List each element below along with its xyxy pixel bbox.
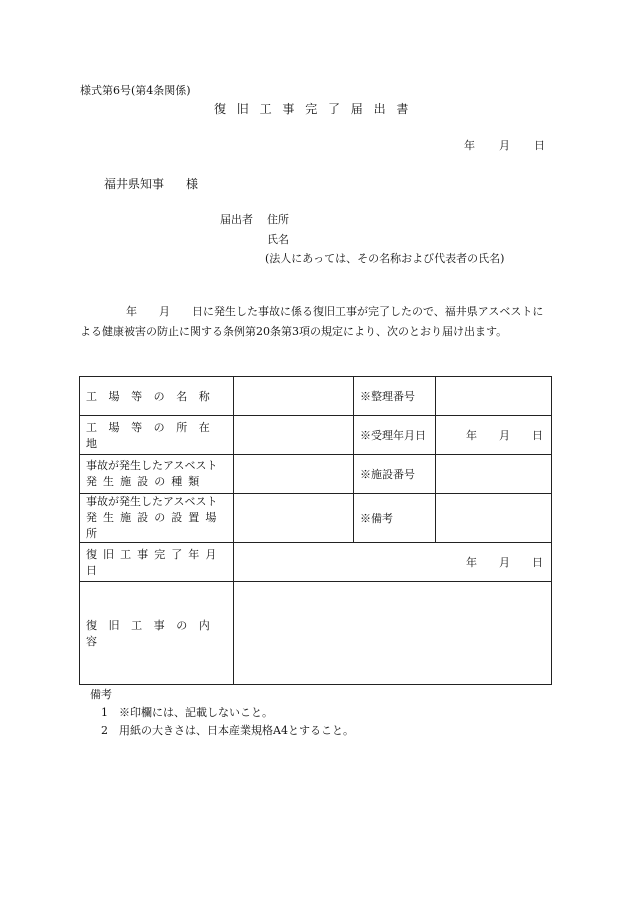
receipt-date-field[interactable]: 年 月 日 (436, 416, 552, 455)
addressee (104, 175, 198, 192)
reference-number-field[interactable] (436, 377, 552, 416)
notification-table (79, 376, 552, 685)
table-row (80, 494, 552, 543)
table-row (80, 582, 552, 685)
factory-name-label: 工場等の名称 (80, 377, 234, 416)
remarks-field[interactable] (436, 494, 552, 543)
completion-date-label: 復旧工事完了年月日 (80, 543, 234, 582)
notes-title: 備考 (90, 688, 112, 701)
work-content-field[interactable] (234, 582, 552, 685)
facility-type-label: 事故が発生したアスベスト 発生施設の種類 (80, 455, 234, 494)
note-item: 2 用紙の大きさは、日本産業規格A4とすること。 (101, 724, 354, 737)
reference-number-label: ※整理番号 (354, 377, 436, 416)
addressee-name: 福井県知事 (104, 177, 165, 191)
facility-location-label: 事故が発生したアスベスト 発生施設の設置場所 (80, 494, 234, 543)
table-row (80, 416, 552, 455)
date-month: 月 (499, 139, 510, 152)
remarks-label: ※備考 (354, 494, 436, 543)
table-row (80, 543, 552, 582)
statement-month: 月 (159, 305, 170, 318)
facility-type-field[interactable] (234, 455, 354, 494)
note-item: 1 ※印欄には、記載しないこと。 (101, 706, 273, 719)
facility-location-field[interactable] (234, 494, 354, 543)
date-day: 日 (534, 139, 545, 152)
factory-name-field[interactable] (234, 377, 354, 416)
table-row (80, 455, 552, 494)
filer-label: 届出者 (220, 213, 253, 226)
factory-location-label: 工場等の所在地 (80, 416, 234, 455)
page-title: 復旧工事完了届出書 (214, 102, 420, 116)
factory-location-field[interactable] (234, 416, 354, 455)
filer-note: (法人にあっては、その名称および代表者の氏名) (265, 252, 505, 265)
receipt-date-label: ※受理年月日 (354, 416, 436, 455)
submission-date (464, 137, 545, 153)
facility-number-label: ※施設番号 (354, 455, 436, 494)
facility-number-field[interactable] (436, 455, 552, 494)
form-id: 様式第6号(第4条関係) (80, 84, 191, 97)
statement-paragraph (80, 302, 550, 342)
completion-date-field[interactable]: 年 月 日 (234, 543, 552, 582)
date-year: 年 (464, 139, 475, 152)
filer-name-label: 氏名 (267, 233, 289, 246)
statement-year: 年 (126, 305, 137, 318)
table-row (80, 377, 552, 416)
filer-address-label: 住所 (267, 213, 289, 226)
statement-text: 日に発生した事故に係る復旧工事が完了したので、福井県アスベストによる健康被害の防止に関する条例第20条第3項の規定により、次のとおり届け出ます。 (80, 305, 544, 338)
work-content-label: 復旧工事の内容 (80, 582, 234, 685)
addressee-honorific: 様 (186, 177, 199, 191)
